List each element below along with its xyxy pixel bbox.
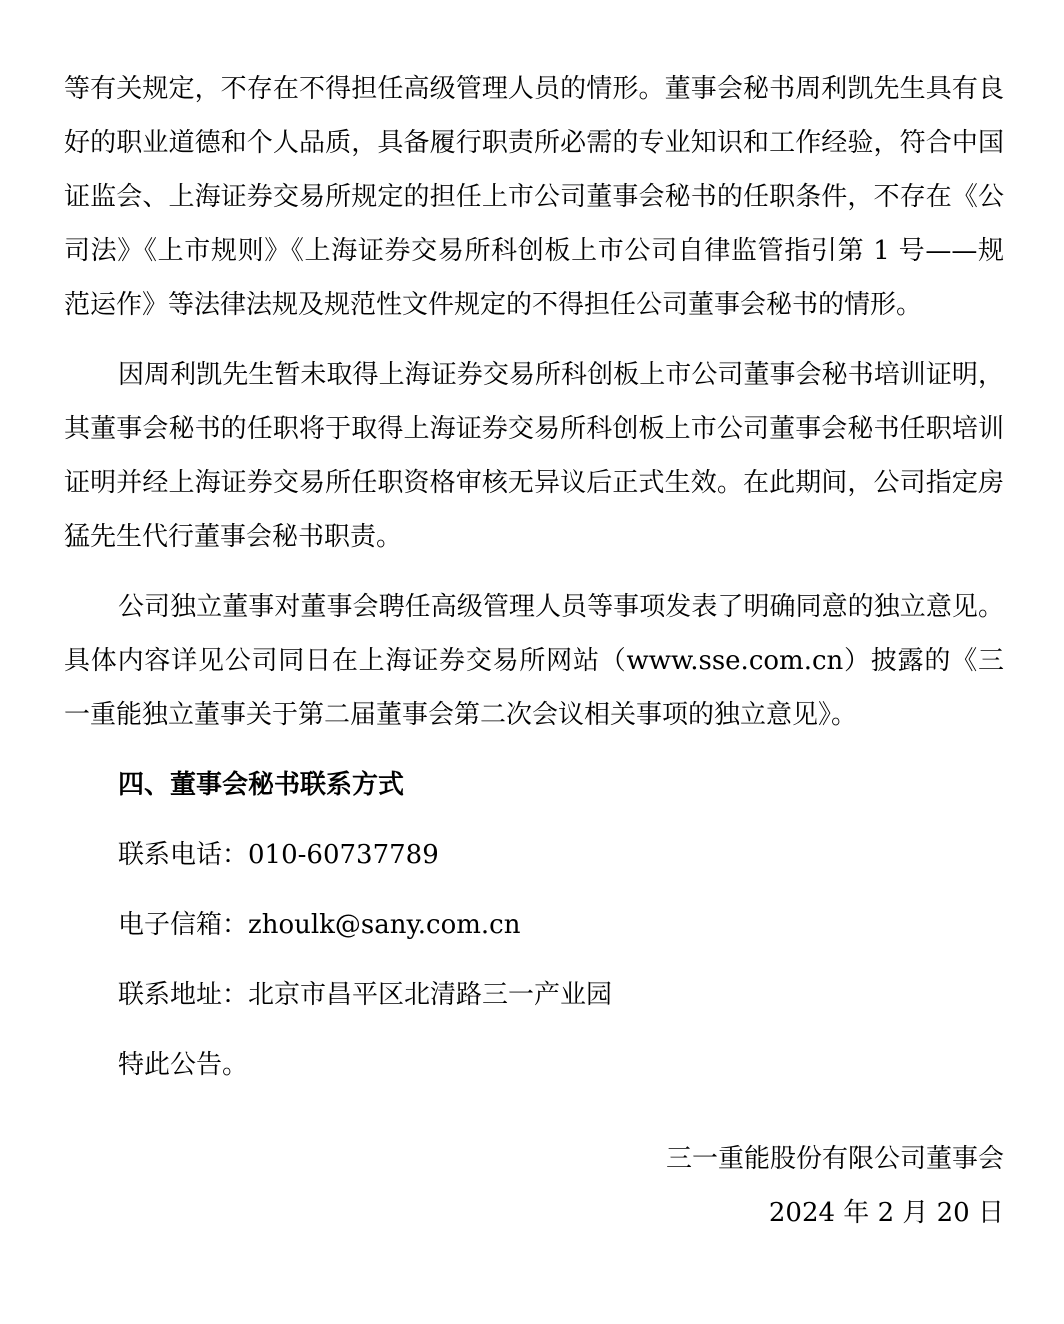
paragraph-qualification: 等有关规定，不存在不得担任高级管理人员的情形。董事会秘书周利凯先生具有良好的职业道德和个人品质，具备履行职责所必需的专业知识和工作经验，符合中国证监会、上海证券交易所规定的担任上市公司董事会秘书的任职条件，不存在《公司法》《上市规则》《上海证券交易所科创板上市公司自律监管指引第 1 号——规范运作》等法律法规及规范性文件规定的不得担任公司董事会秘书的情形。 [64,74,1004,320]
section-heading-contact: 四、董事会秘书联系方式 [118,770,405,800]
document-page [64,62,1004,1240]
signature-date: 2024 年 2 月 20 日 [768,1198,1004,1228]
closing-statement: 特此公告。 [118,1050,249,1080]
contact-address: 联系地址：北京市昌平区北清路三一产业园 [118,980,613,1010]
contact-email: 电子信箱：zhoulk@sany.com.cn [118,910,521,940]
paragraph-certificate: 因周利凯先生暂未取得上海证券交易所科创板上市公司董事会秘书培训证明，其董事会秘书的任职将于取得上海证券交易所科创板上市公司董事会秘书任职培训证明并经上海证券交易所任职资格审核无异议后正式生效。在此期间，公司指定房猛先生代行董事会秘书职责。 [64,360,1004,552]
paragraph-independent-opinion: 公司独立董事对董事会聘任高级管理人员等事项发表了明确同意的独立意见。具体内容详见公司同日在上海证券交易所网站（www.sse.com.cn）披露的《三一重能独立董事关于第二届董事会第二次会议相关事项的独立意见》。 [64,592,1004,730]
contact-phone: 联系电话：010-60737789 [118,840,439,870]
signature-org: 三一重能股份有限公司董事会 [665,1144,1004,1174]
